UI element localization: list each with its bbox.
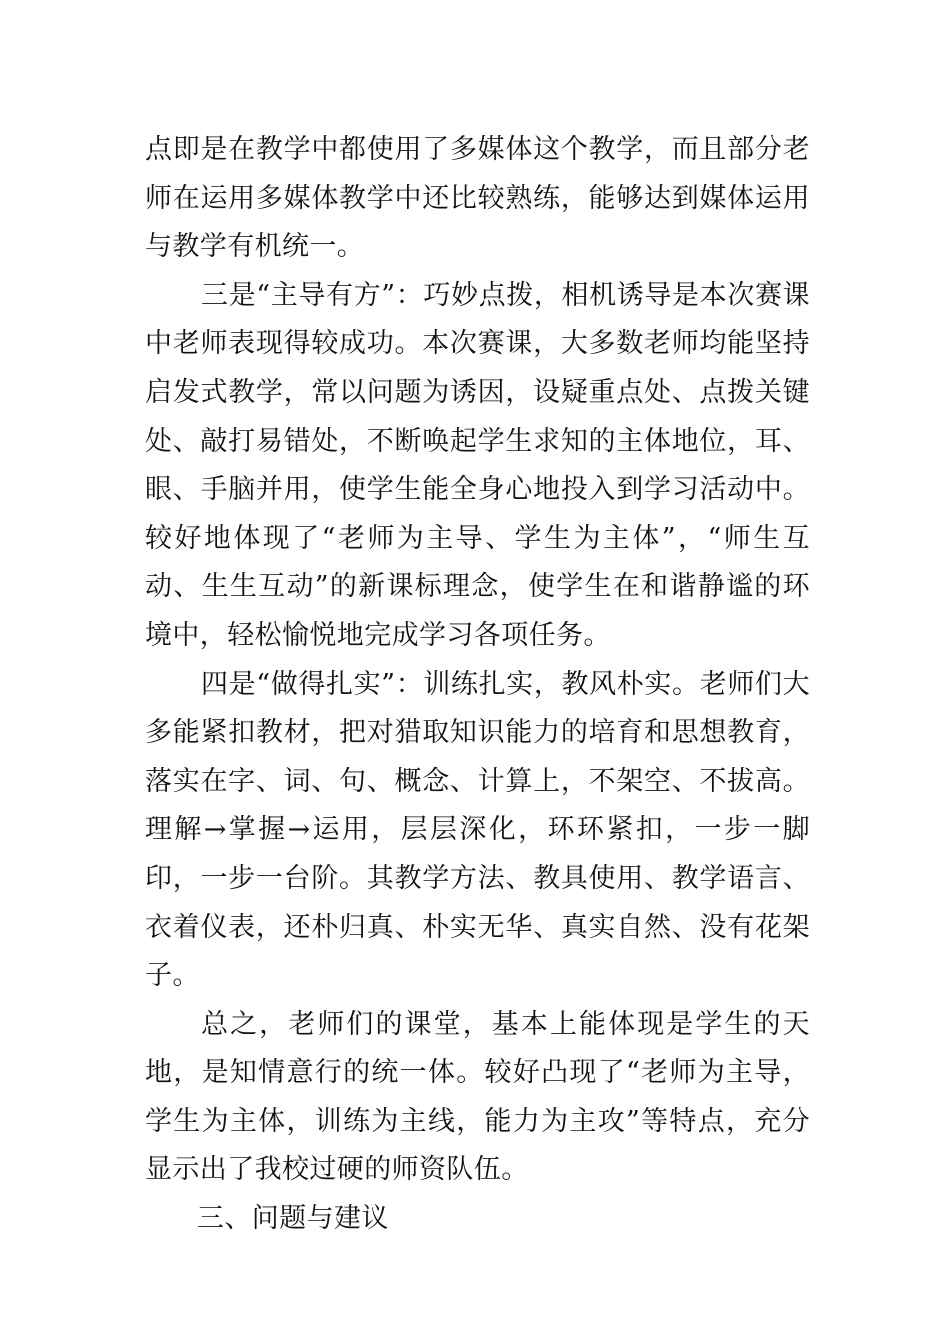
paragraph-continuation: 点即是在教学中都使用了多媒体这个教学，而且部分老师在运用多媒体教学中还比较熟练，能够达到媒体运用与教学有机统一。 bbox=[145, 134, 810, 263]
paragraph-guidance: 三是“主导有方”：巧妙点拨，相机诱导是本次赛课中老师表现得较成功。本次赛课，大多数老师均能坚持启发式教学，常以问题为诱因，设疑重点处、点拨关键处、敲打易错处，不断唤起学生求知的主体地位，耳、眼、手脑并用，使学生能全身心地投入到学习活动中。较好地体现了“老师为主导、学生为主体”，“师生互动、生生互动”的新课标理念，使学生在和谐静谧的环境中，轻松愉悦地完成学习各项任务。 bbox=[145, 279, 810, 651]
paragraph-solid-training: 四是“做得扎实”：训练扎实，教风朴实。老师们大多能紧扣教材，把对猎取知识能力的培育和思想教育，落实在字、词、句、概念、计算上，不架空、不拔高。理解→掌握→运用，层层深化，环环紧扣，一步一脚印，一步一台阶。其教学方法、教具使用、教学语言、衣着仪表，还朴归真、朴实无华、真实自然、没有花架子。 bbox=[145, 668, 810, 992]
paragraph-summary: 总之，老师们的课堂，基本上能体现是学生的天地，是知情意行的统一体。较好凸现了“老师为主导，学生为主体，训练为主线，能力为主攻”等特点，充分显示出了我校过硬的师资队伍。 bbox=[145, 1008, 810, 1186]
section-heading: 三、问题与建议 bbox=[197, 1203, 389, 1235]
